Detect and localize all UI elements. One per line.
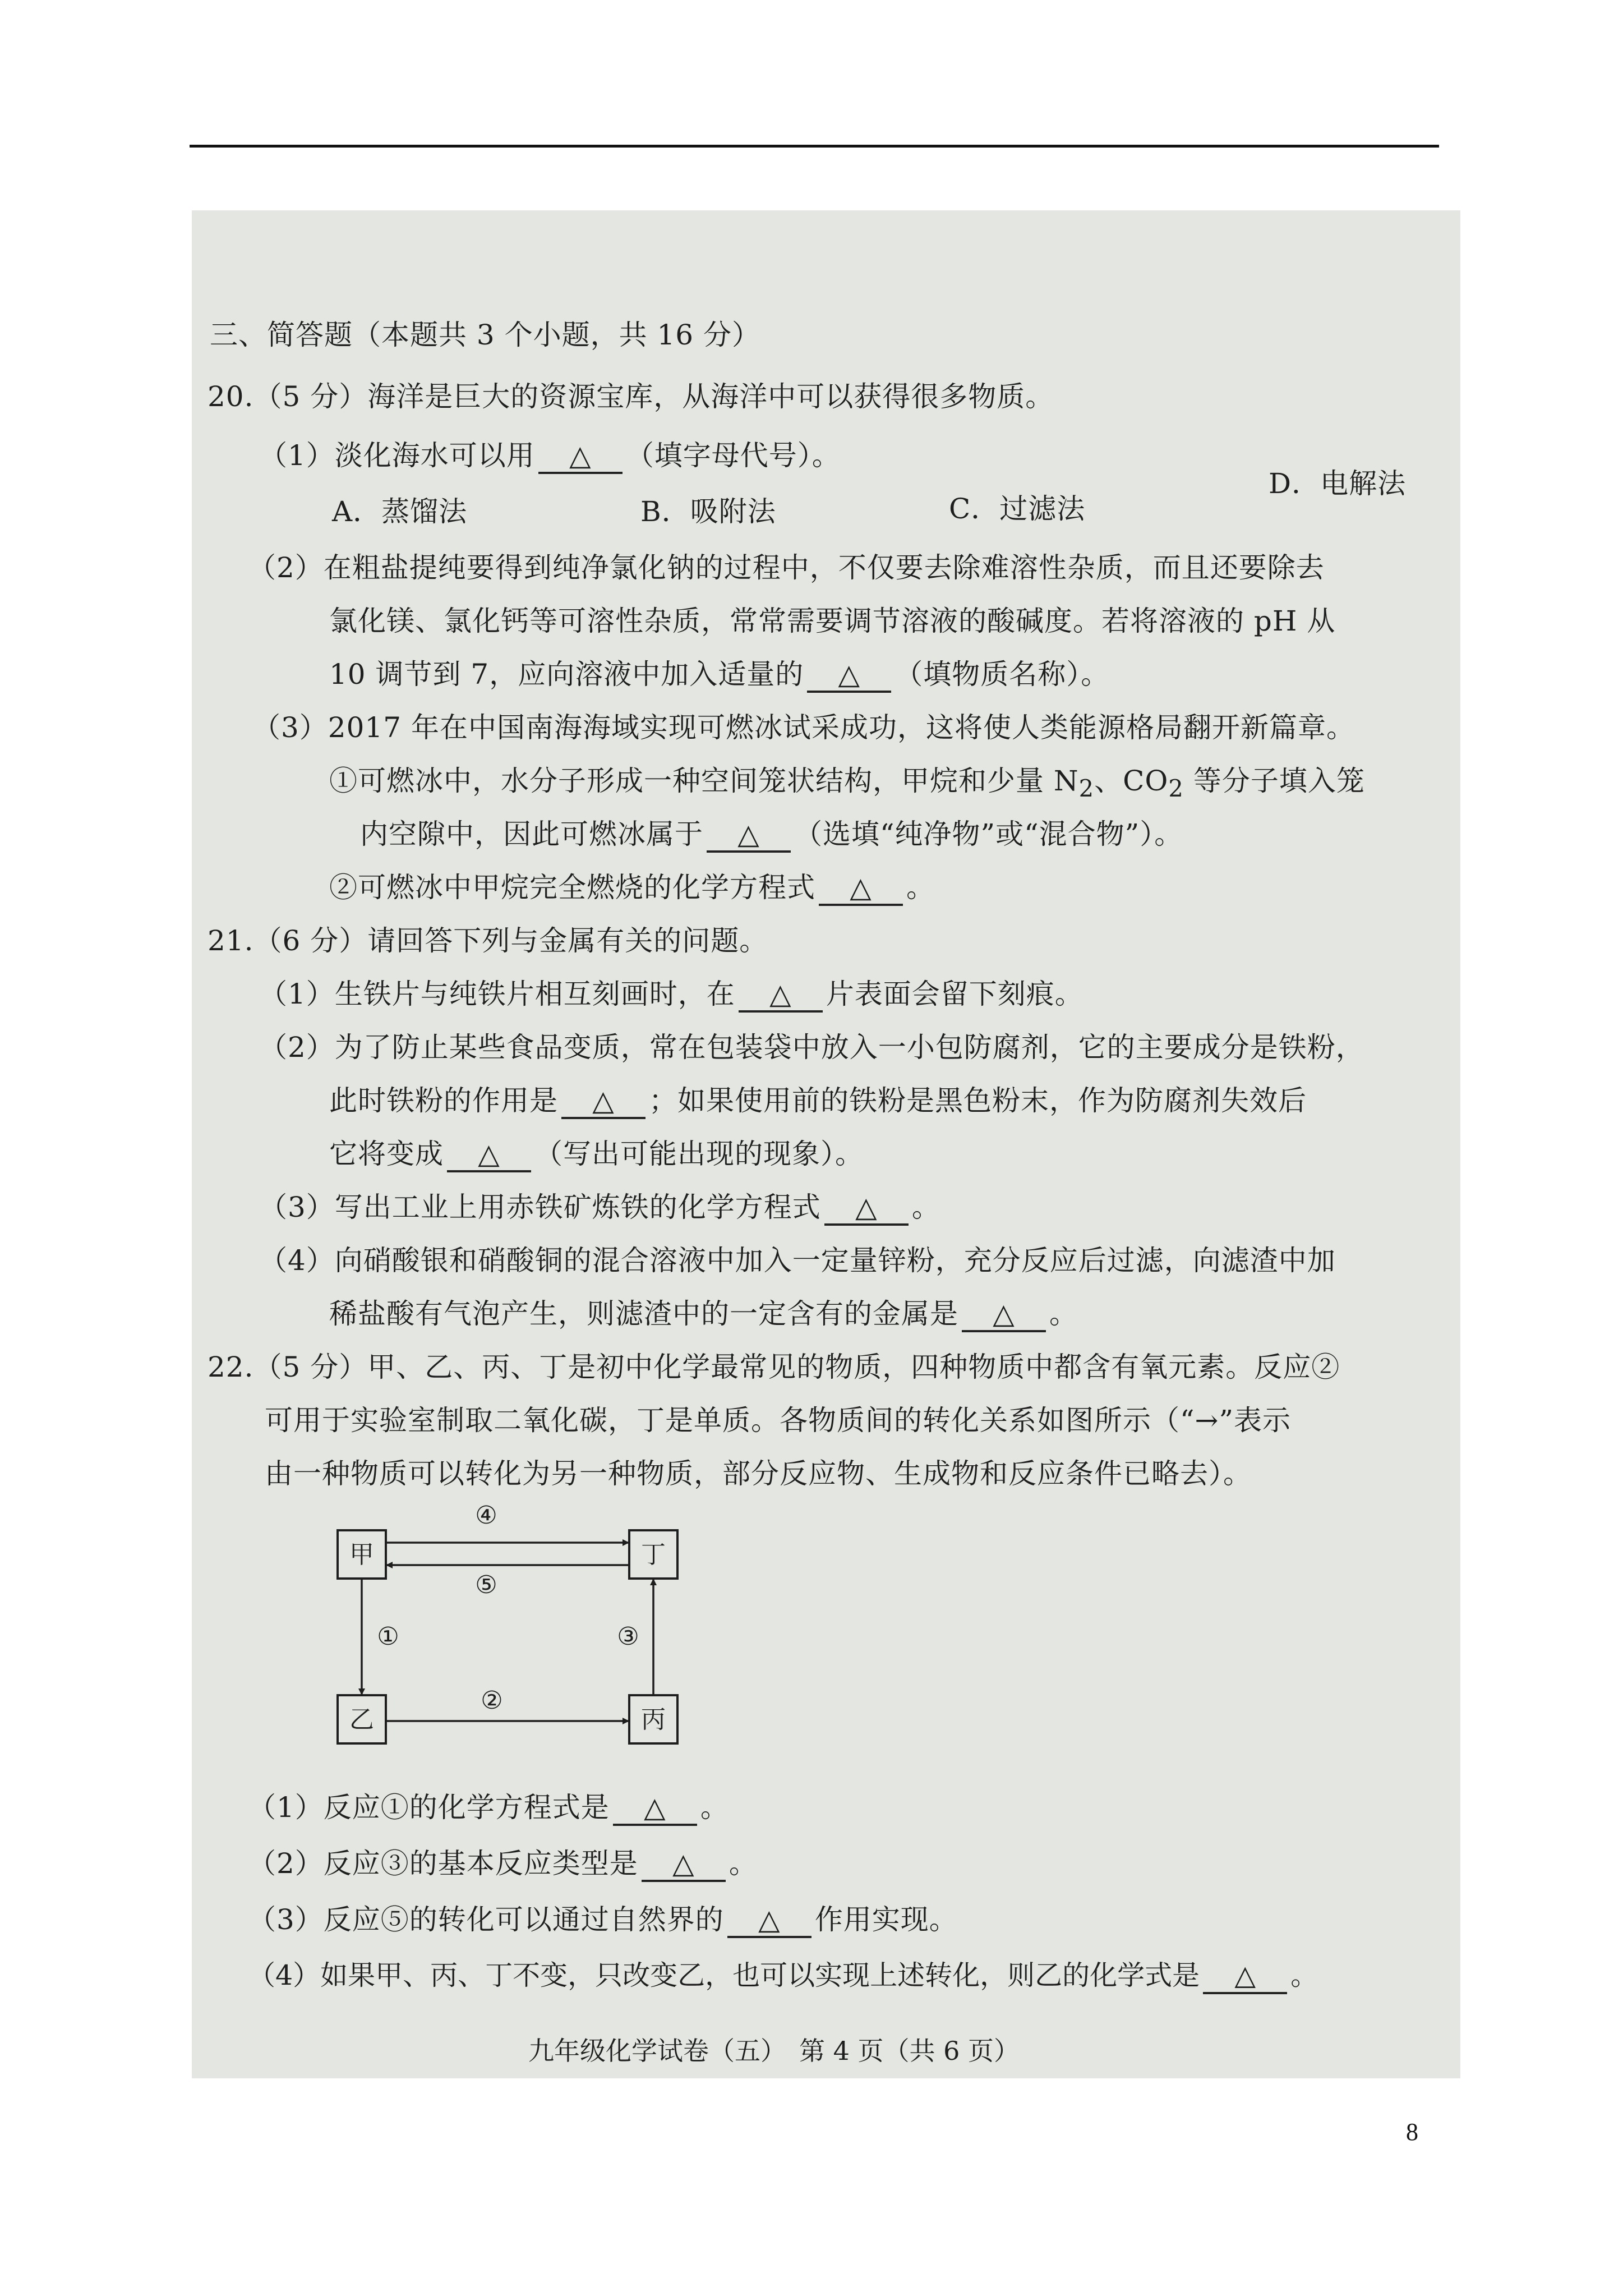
label-reaction-2: ② [481,1686,503,1715]
q21-part2-line1: （2）为了防止某些食品变质，常在包装袋中放入一小包防腐剂，它的主要成分是铁粉， [259,1031,1364,1064]
node-ding: 丁 [641,1540,666,1569]
answer-blank[interactable]: △ [739,978,823,1013]
q21-part3: （3）写出工业上用赤铁矿炼铁的化学方程式 △ 。 [259,1189,940,1226]
q20-part2-line1: （2）在粗盐提纯要得到纯净氯化钠的过程中，不仅要去除难溶性杂质，而且还要除去 [248,551,1325,584]
label-reaction-5: ⑤ [475,1571,497,1599]
page-number: 8 [1406,2118,1418,2146]
q22-stem-line3: 由一种物质可以转化为另一种物质，部分反应物、生成物和反应条件已略去）。 [265,1457,1252,1490]
node-bing: 丙 [641,1705,666,1734]
q20-part3-line4: ②可燃冰中甲烷完全燃烧的化学方程式 △ 。 [329,869,935,906]
q20-part1: （1）淡化海水可以用 △ （填字母代号）。 [259,438,841,474]
conversion-diagram [332,1487,680,1750]
answer-blank[interactable]: △ [962,1297,1046,1332]
node-yi: 乙 [349,1705,374,1734]
q22-part4: （4）如果甲、丙、丁不变，只改变乙，也可以实现上述转化，则乙的化学式是 △ 。 [248,1958,1318,1994]
q21-stem: 21.（6 分）请回答下列与金属有关的问题。 [208,924,768,957]
scanned-exam-page [192,210,1460,2078]
q21-part4-line2: 稀盐酸有气泡产生，则滤渣中的一定含有的金属是 △ 。 [329,1296,1078,1332]
answer-blank[interactable]: △ [807,658,891,693]
q20-part2-line2: 氯化镁、氯化钙等可溶性杂质，常常需要调节溶液的酸碱度。若将溶液的 pH 从 [329,605,1336,637]
answer-blank[interactable]: △ [642,1847,726,1882]
q20-part3-line2: ①可燃冰中，水分子形成一种空间笼状结构，甲烷和少量 $N_2$、$CO_2$ 等分子填入笼 [329,765,1365,802]
q20-option-c: C．过滤法 [949,493,1086,525]
label-reaction-1: ① [377,1622,399,1651]
label-reaction-3: ③ [617,1622,639,1651]
q22-part2: （2）反应③的基本反应类型是 △ 。 [248,1846,758,1882]
q22-stem-line1: 22.（5 分）甲、乙、丙、丁是初中化学最常见的物质，四种物质中都含有氧元素。反应② [208,1351,1340,1383]
q20-part2-line3: 10 调节到 7，应向溶液中加入适量的 △ （填物质名称）。 [329,656,1109,693]
q22-stem-line2: 可用于实验室制取二氧化碳，丁是单质。各物质间的转化关系如图所示（“→”表示 [265,1404,1292,1437]
q22-part3: （3）反应⑤的转化可以通过自然界的 △ 作用实现。 [248,1902,958,1938]
q21-part2-line3: 它将变成 △ （写出可能出现的现象）。 [329,1136,864,1172]
answer-blank[interactable]: △ [561,1084,645,1119]
q22-part1: （1）反应①的化学方程式是 △ 。 [248,1789,729,1826]
answer-blank[interactable]: △ [824,1191,909,1226]
answer-blank[interactable]: △ [727,1903,811,1938]
label-reaction-4: ④ [475,1501,497,1530]
answer-blank[interactable]: △ [447,1138,531,1172]
exam-footer: 九年级化学试卷（五） 第 4 页（共 6 页） [528,2036,1020,2066]
answer-blank[interactable]: △ [707,818,791,853]
q20-part3-line3: 内空隙中，因此可燃冰属于 △ （选填“纯净物”或“混合物”）。 [360,816,1183,853]
answer-blank[interactable]: △ [613,1791,697,1826]
answer-blank[interactable]: △ [819,871,903,906]
q21-part1: （1）生铁片与纯铁片相互刻画时，在 △ 片表面会留下刻痕。 [259,976,1083,1013]
header-rule [190,145,1439,148]
q20-option-d: D．电解法 [1269,467,1407,500]
answer-blank[interactable]: △ [538,439,623,474]
answer-blank[interactable]: △ [1203,1959,1287,1994]
section-title: 三、简答题（本题共 3 个小题，共 16 分） [210,319,761,351]
q20-part3-line1: （3）2017 年在中国南海海域实现可燃冰试采成功，这将使人类能源格局翻开新篇章。 [252,711,1355,744]
q20-option-b: B．吸附法 [640,495,776,528]
q20-option-a: A．蒸馏法 [332,495,468,528]
node-jia: 甲 [349,1540,374,1569]
q20-stem: 20.（5 分）海洋是巨大的资源宝库，从海洋中可以获得很多物质。 [208,380,1054,413]
q21-part4-line1: （4）向硝酸银和硝酸铜的混合溶液中加入一定量锌粉，充分反应后过滤，向滤渣中加 [259,1244,1336,1277]
q21-part2-line2: 此时铁粉的作用是 △ ；如果使用前的铁粉是黑色粉末，作为防腐剂失效后 [329,1083,1307,1119]
